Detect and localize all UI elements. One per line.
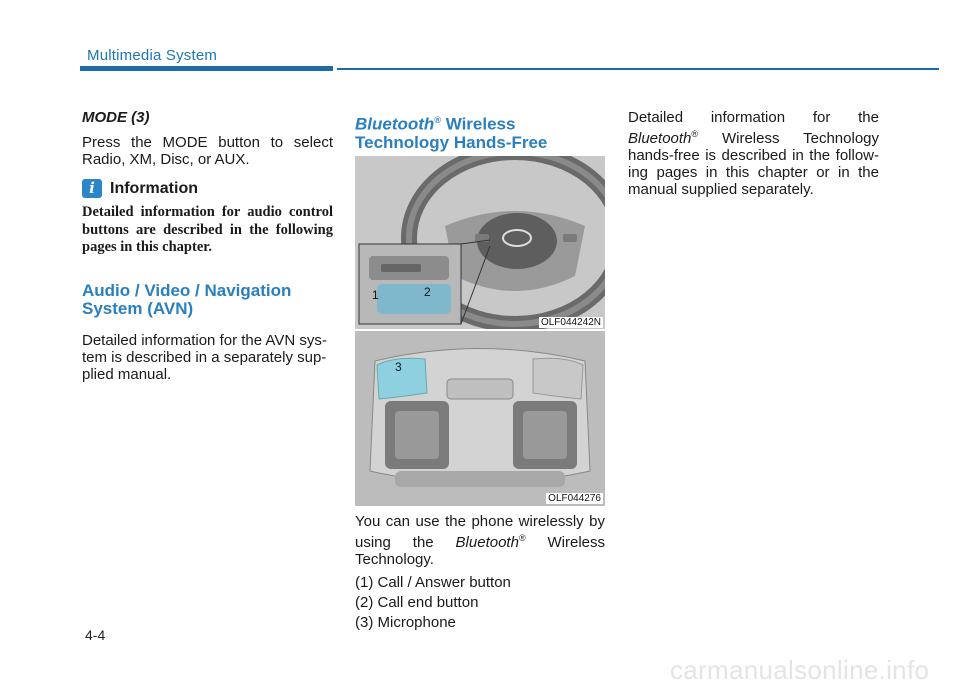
bluetooth-heading-line2: Technology Hands-Free <box>355 132 548 152</box>
info-text: Detailed information for audio control buttons are described in the following pages in this chapter. <box>82 204 333 255</box>
handsfree-post: Wireless Technology hands-free is described in the follow- ing pages in this chapter or in the manual supplied separately. <box>628 130 879 198</box>
figure-code-2: OLF044276 <box>548 493 601 504</box>
callout-3: 3 <box>395 360 402 374</box>
figure-code-1: OLF044242N <box>540 317 601 328</box>
header-rule-thick <box>80 66 333 71</box>
bluetooth-heading-italic: Bluetooth <box>355 114 435 134</box>
overhead-console-illustration <box>355 331 605 506</box>
mode-heading: MODE (3) <box>82 109 150 126</box>
column-middle <box>355 111 605 152</box>
registered-mark-right: ® <box>691 129 699 139</box>
registered-mark: ® <box>434 115 441 125</box>
list-item-1: (1) Call / Answer button <box>355 574 511 591</box>
steering-wheel-figure <box>355 156 605 329</box>
list-item-3: (3) Microphone <box>355 614 456 631</box>
bluetooth-body-italic: Bluetooth <box>455 534 519 551</box>
page-number: 4-4 <box>85 627 106 643</box>
bluetooth-heading-rest: Wireless <box>440 114 516 134</box>
column-middle-body <box>355 513 605 631</box>
handsfree-description <box>628 109 879 198</box>
bluetooth-heading <box>355 111 605 152</box>
info-box-header <box>82 179 333 198</box>
avn-heading <box>82 282 333 318</box>
info-title: Information <box>110 180 198 197</box>
overhead-console-figure <box>355 331 605 506</box>
watermark: carmanualsonline.info <box>670 655 930 685</box>
avn-text: Detailed information for the AVN sys- tem is described in a separately sup- plied manual. <box>82 331 327 383</box>
column-right <box>628 109 879 198</box>
bluetooth-body-text <box>355 513 605 568</box>
handsfree-pre: Detailed information for the <box>628 109 879 126</box>
registered-mark-body: ® <box>518 533 526 543</box>
handsfree-italic: Bluetooth <box>628 130 692 147</box>
avn-heading-line1: Audio / Video / Navigation <box>82 280 292 300</box>
info-i-icon: i <box>82 179 102 198</box>
callout-2: 2 <box>424 285 431 299</box>
callout-1: 1 <box>372 288 379 302</box>
section-title: Multimedia System <box>87 47 218 64</box>
mode-text: Press the MODE button to select Radio, XM, Disc, or AUX. <box>82 134 333 168</box>
avn-heading-line2: System (AVN) <box>82 298 194 318</box>
column-left <box>82 109 333 383</box>
list-item-2: (2) Call end button <box>355 594 479 611</box>
steering-wheel-illustration <box>355 156 605 329</box>
bluetooth-body-pre: You can use the phone wirelessly by using the <box>355 513 605 551</box>
header-rule-thin <box>337 68 939 70</box>
bluetooth-body-post: Wireless Technology. <box>355 534 605 568</box>
